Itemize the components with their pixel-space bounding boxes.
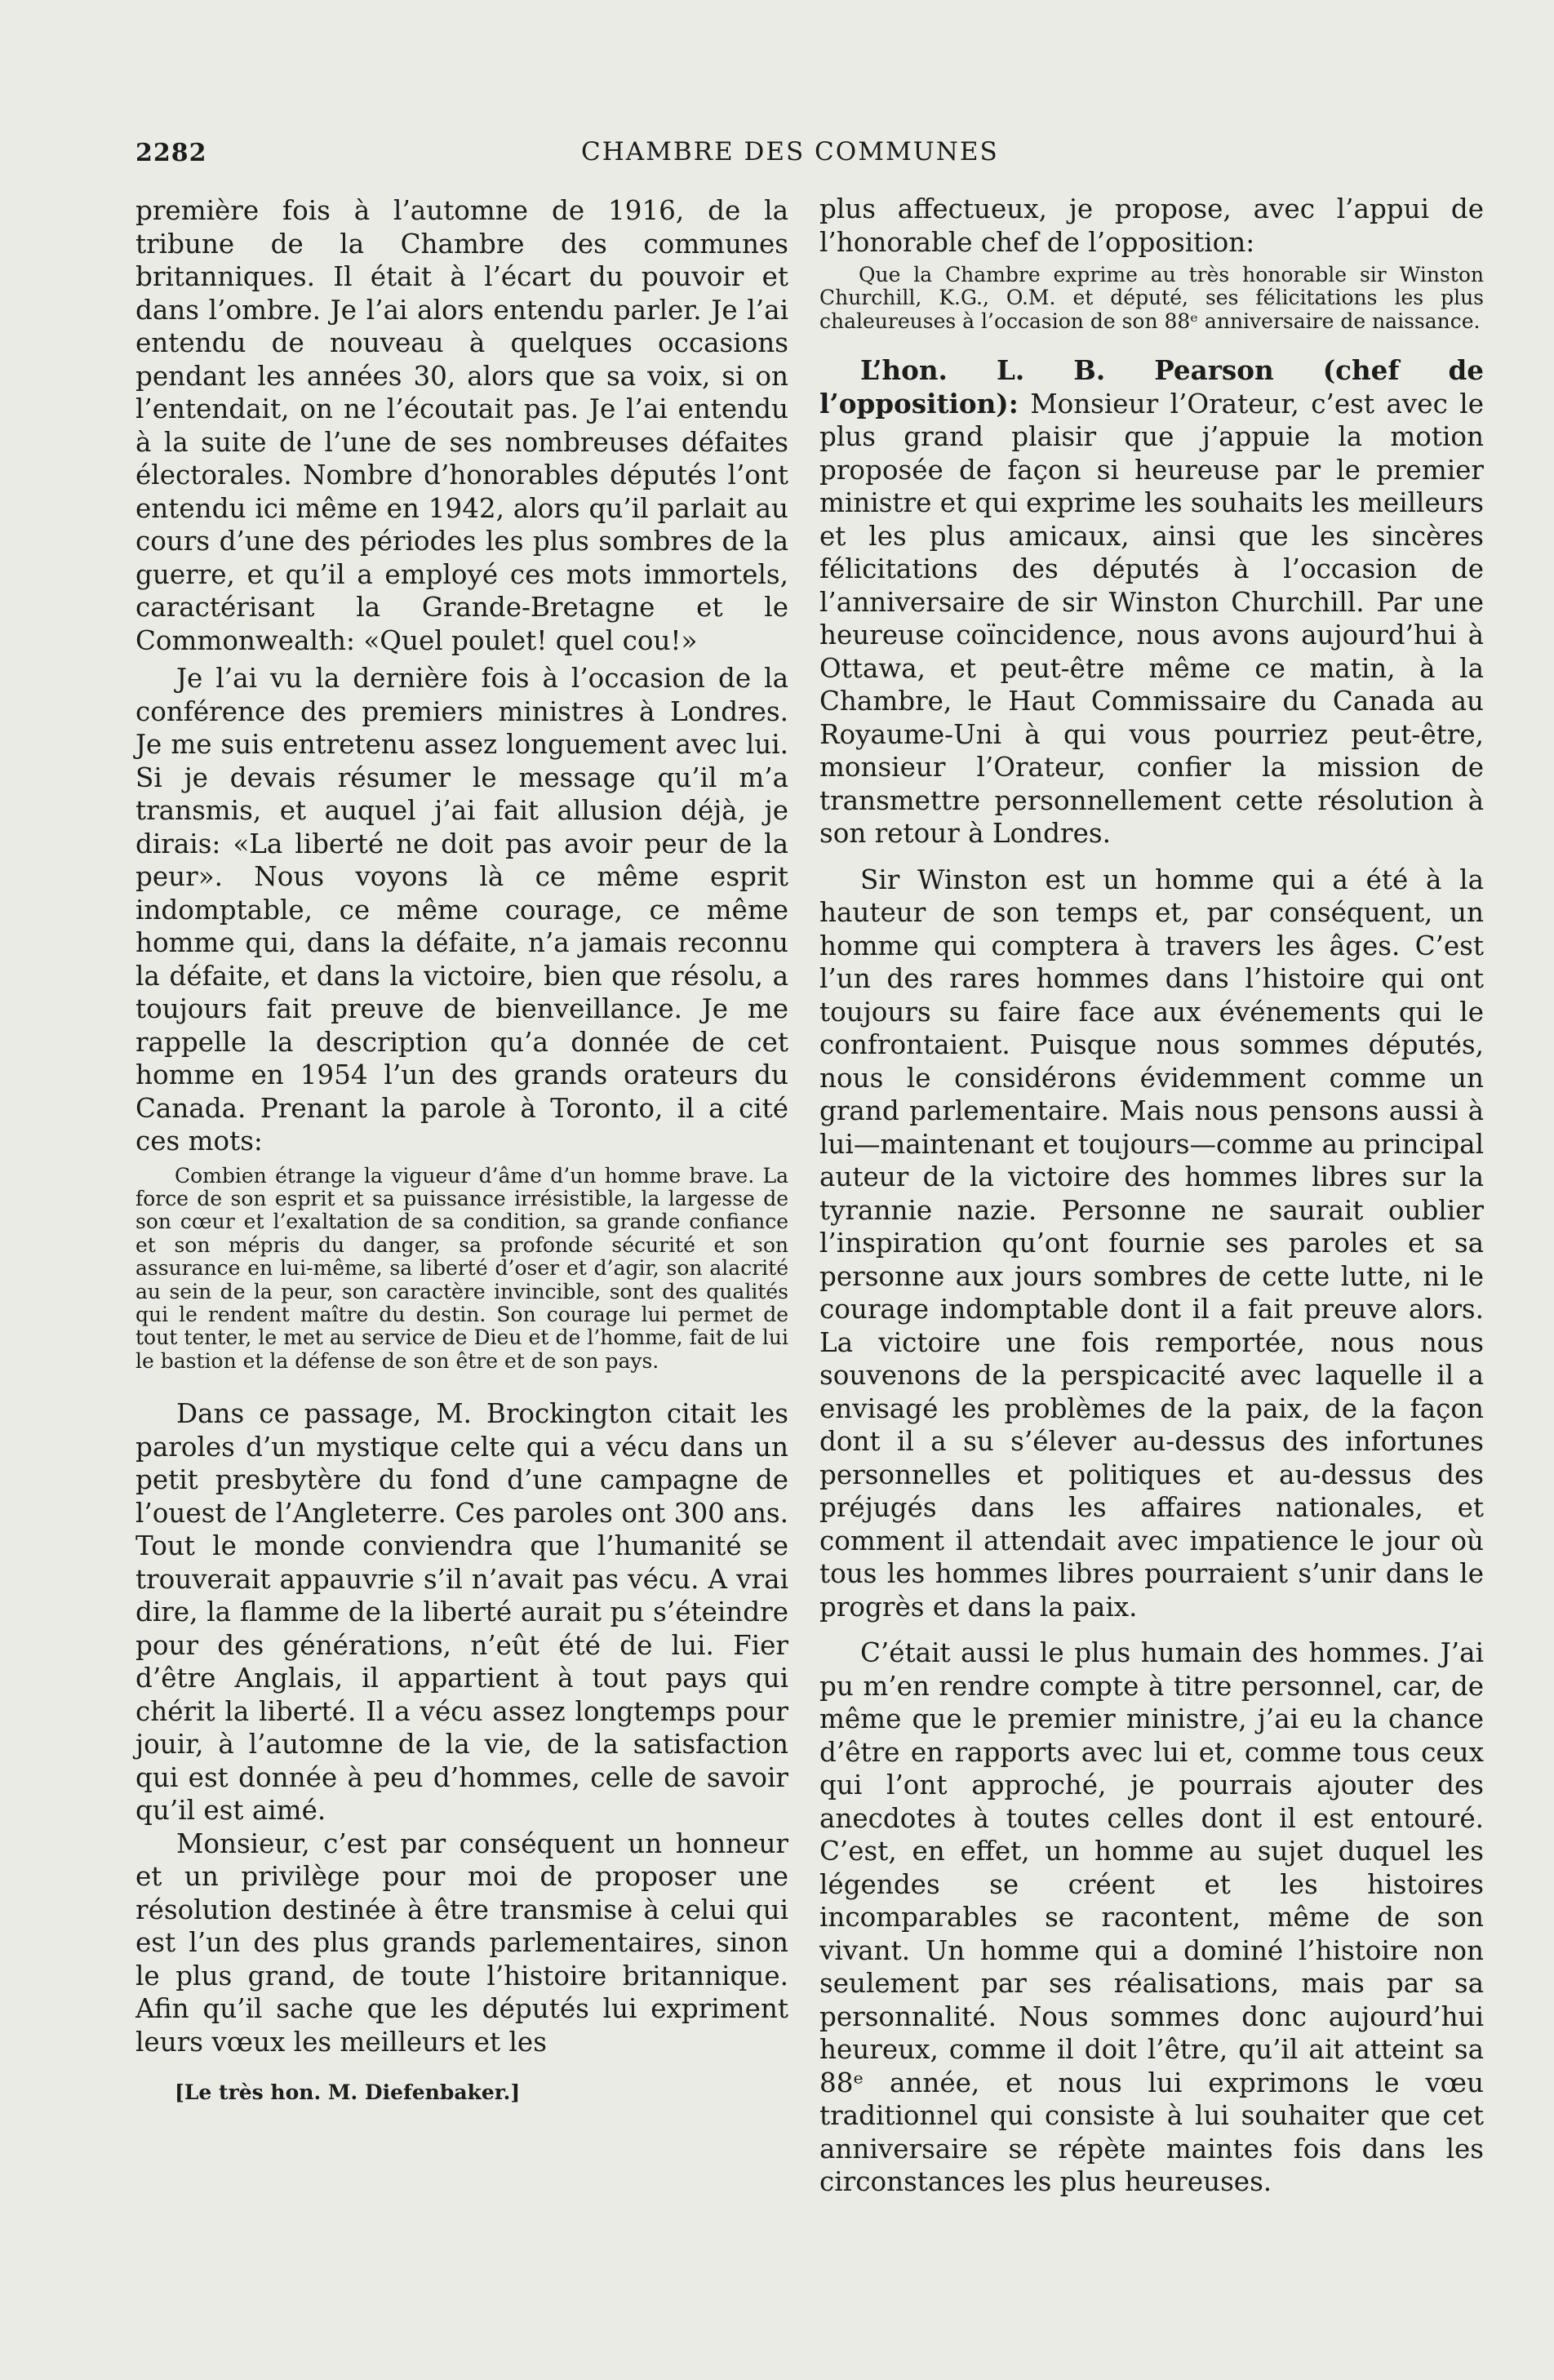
paragraph: première fois à l’automne de 1916, de la tribune de la Chambre des communes britanniques. Il était à l’écart du pouvoir et dans l’ombre. Je l’ai alors entendu parler. Je l’ai entendu de nouveau à quelques occasions pendant les années 30, alors que sa voix, si on l’entendait, on ne l’écoutait pas. Je l’ai entendu à la suite de l’une de ses nombreuses défaites électorales. Nombre d’honorables députés l’ont entendu ici même en 1942, alors qu’il parlait au cours d’une des périodes les plus sombres de la guerre, et qu’il a employé ces mots immortels, caractérisant la Grande-Bretagne et le Commonwealth: «Quel poulet! quel cou!»: [135, 195, 788, 656]
running-head: CHAMBRE DES COMMUNES: [581, 137, 999, 167]
motion-text: Que la Chambre exprime au très honorable sir Winston Churchill, K.G., O.M. et député, ses félicitations les plus chaleureuses à l’occasion de son 88ᵉ anniversaire de naissance.: [819, 263, 1484, 333]
paragraph: [819, 354, 1484, 850]
paragraph: plus affectueux, je propose, avec l’appui de l’honorable chef de l’opposition:: [819, 193, 1484, 258]
block-quote: Combien étrange la vigueur d’âme d’un homme brave. La force de son esprit et sa puissance irrésistible, la largesse de son cœur et l’exaltation de sa condition, sa grande confiance et son mépris du danger, sa profonde sécurité et son assurance en lui-même, sa liberté d’oser et d’agir, son alacrité au sein de la peur, son caractère invincible, sont des qualités qui le rendent maître du destin. Son courage lui permet de tout tenter, le met au service de Dieu et de l’homme, fait de lui le bastion et la défense de son être et de son pays.: [135, 1163, 788, 1373]
speaker-name: L’hon. L. B. Pearson (chef de l’opposition):: [819, 354, 1484, 420]
right-column: [819, 193, 1484, 2199]
page-header: [135, 131, 1486, 180]
paragraph: Monsieur, c’est par conséquent un honneur et un privilège pour moi de proposer une résolution destinée à être transmise à celui qui est l’un des plus grands parlementaires, sinon le plus grand, de toute l’histoire britannique. Afin qu’il sache que les députés lui expriment leurs vœux les meilleurs et les: [135, 1827, 788, 2058]
paragraph: Sir Winston est un homme qui a été à la hauteur de son temps et, par conséquent, un homme qui comptera à travers les âges. C’est l’un des rares hommes dans l’histoire qui ont toujours su faire face aux événements qui le confrontaient. Puisque nous sommes députés, nous le considérons évidemment comme un grand parlementaire. Mais nous pensons aussi à lui—maintenant et toujours—comme au principal auteur de la victoire des hommes libres sur la tyrannie nazie. Personne ne saurait oublier l’inspiration qu’ont fournie ses paroles et sa personne aux jours sombres de cette lutte, ni le courage indomptable dont il a fait preuve alors. La victoire une fois remportée, nous nous souvenons de la perspicacité avec laquelle il a envisagé les problèmes de la paix, de la façon dont il a su s’élever au-dessus des infortunes personnelles et politiques et au-dessus des préjugés dans les affaires nationales, et comment il attendait avec impatience le jour où tous les hommes libres pourraient s’unir dans le progrès et dans la paix.: [819, 864, 1484, 1623]
speaker-note: [Le très hon. M. Diefenbaker.]: [175, 2080, 521, 2105]
page-number: 2282: [135, 139, 207, 167]
paragraph: Je l’ai vu la dernière fois à l’occasion de la conférence des premiers ministres à Londres. Je me suis entretenu assez longuement avec lui. Si je devais résumer le message qu’il m’a transmis, et auquel j’ai fait allusion déjà, je dirais: «La liberté ne doit pas avoir peur de la peur». Nous voyons là ce même esprit indomptable, ce même courage, ce même homme qui, dans la défaite, n’a jamais reconnu la défaite, et dans la victoire, bien que résolu, a toujours fait preuve de bienveillance. Je me rappelle la description qu’a donnée de cet homme en 1954 l’un des grands orateurs du Canada. Prenant la parole à Toronto, il a cité ces mots:: [135, 663, 788, 1157]
paragraph: C’était aussi le plus humain des hommes. J’ai pu m’en rendre compte à titre personnel, car, de même que le premier ministre, j’ai eu la chance d’être en rapports avec lui et, comme tous ceux qui l’ont approché, je pourrais ajouter des anecdotes à toutes celles dont il est entouré. C’est, en effet, un homme au sujet duquel les légendes se créent et les histoires incomparables se racontent, même de son vivant. Un homme qui a dominé l’histoire non seulement par ses réalisations, mais par sa personnalité. Nous sommes donc aujourd’hui heureux, comme il doit l’être, qu’il ait atteint sa 88ᵉ année, et nous lui exprimons le vœu traditionnel qui consiste à lui souhaiter que cet anniversaire se répète maintes fois dans les circonstances les plus heureuses.: [819, 1637, 1484, 2198]
paragraph-text: Monsieur l’Orateur, c’est avec le plus grand plaisir que j’appuie la motion proposée de façon si heureuse par le premier ministre et qui exprime les souhaits les meilleurs et les plus amicaux, ainsi que les sincères félicitations des députés à l’occasion de l’anniversaire de sir Winston Churchill. Par une heureuse coïncidence, nous avons aujourd’hui à Ottawa, et peut-être même ce matin, à la Chambre, le Haut Commissaire du Canada au Royaume-Uni à qui vous pourriez peut-être, monsieur l’Orateur, confier la mission de transmettre personnellement cette résolution à son retour à Londres.: [819, 388, 1484, 850]
paragraph: Dans ce passage, M. Brockington citait les paroles d’un mystique celte qui a vécu dans un petit presbytère du fond d’une campagne de l’ouest de l’Angleterre. Ces paroles ont 300 ans. Tout le monde conviendra que l’humanité se trouverait appauvrie s’il n’avait pas vécu. A vrai dire, la flamme de la liberté aurait pu s’éteindre pour des générations, n’eût été de lui. Fier d’être Anglais, il appartient à tout pays qui chérit la liberté. Il a vécu assez longtemps pour jouir, à l’automne de la vie, de la satisfaction qui est donnée à peu d’hommes, celle de savoir qu’il est aimé.: [135, 1398, 788, 1827]
left-column: [135, 194, 788, 2104]
